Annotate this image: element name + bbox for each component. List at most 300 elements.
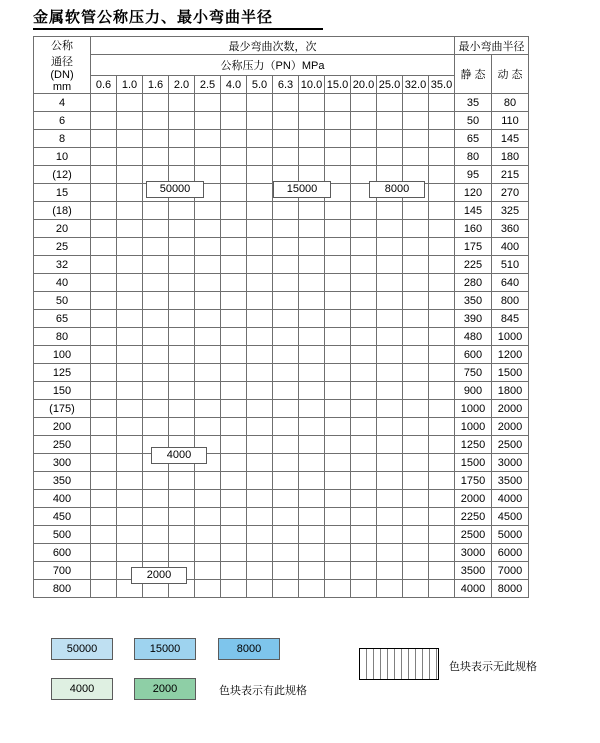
spec-cell	[299, 130, 325, 148]
spec-cell	[429, 346, 455, 364]
spec-cell	[325, 580, 351, 598]
spec-cell	[403, 310, 429, 328]
pressure-header: 公称压力（PN）MPa	[91, 55, 455, 76]
spec-cell	[195, 364, 221, 382]
radius-dynamic-cell: 4000	[492, 490, 529, 508]
spec-cell	[273, 364, 299, 382]
spec-cell	[117, 130, 143, 148]
spec-cell	[91, 382, 117, 400]
spec-cell	[325, 544, 351, 562]
spec-cell	[403, 94, 429, 112]
dn-header-line-3: (DN)	[50, 69, 74, 81]
spec-cell	[403, 328, 429, 346]
spec-cell	[377, 94, 403, 112]
spec-cell	[91, 238, 117, 256]
spec-cell	[403, 454, 429, 472]
spec-cell	[429, 400, 455, 418]
radius-dynamic-cell: 1200	[492, 346, 529, 364]
spec-cell	[403, 112, 429, 130]
table-row	[34, 130, 529, 148]
row-dn-label: 100	[34, 346, 91, 364]
spec-cell	[195, 292, 221, 310]
radius-dynamic-cell: 400	[492, 238, 529, 256]
spec-cell	[117, 508, 143, 526]
spec-cell	[117, 454, 143, 472]
spec-cell	[351, 220, 377, 238]
spec-cell	[299, 562, 325, 580]
spec-cell	[221, 382, 247, 400]
spec-cell	[299, 310, 325, 328]
spec-cell	[221, 400, 247, 418]
spec-cell	[377, 346, 403, 364]
spec-cell	[221, 310, 247, 328]
row-dn-label: 700	[34, 562, 91, 580]
table-row	[34, 310, 529, 328]
spec-cell	[247, 328, 273, 346]
radius-dynamic-cell: 360	[492, 220, 529, 238]
table-body	[34, 94, 529, 598]
radius-dynamic-cell: 270	[492, 184, 529, 202]
spec-cell	[299, 256, 325, 274]
overlay-label: 4000	[151, 447, 207, 464]
spec-cell	[91, 310, 117, 328]
spec-cell	[117, 544, 143, 562]
spec-cell	[195, 562, 221, 580]
radius-static-cell: 1250	[455, 436, 492, 454]
radius-static-cell: 160	[455, 220, 492, 238]
spec-cell	[325, 400, 351, 418]
pressure-col-header: 15.0	[325, 76, 351, 94]
spec-cell	[273, 202, 299, 220]
legend-swatch-2000: 2000	[134, 678, 196, 700]
spec-cell	[221, 454, 247, 472]
spec-cell	[351, 94, 377, 112]
spec-cell	[273, 508, 299, 526]
pressure-col-header: 32.0	[403, 76, 429, 94]
spec-cell	[351, 238, 377, 256]
spec-cell	[351, 310, 377, 328]
spec-cell	[403, 400, 429, 418]
pressure-col-header: 5.0	[247, 76, 273, 94]
spec-cell	[351, 328, 377, 346]
row-dn-label: 150	[34, 382, 91, 400]
spec-cell	[247, 490, 273, 508]
spec-cell	[403, 526, 429, 544]
spec-cell	[325, 472, 351, 490]
spec-cell	[91, 94, 117, 112]
radius-dynamic-cell: 3000	[492, 454, 529, 472]
spec-cell	[247, 544, 273, 562]
row-dn-label: 125	[34, 364, 91, 382]
spec-cell	[247, 382, 273, 400]
spec-cell	[377, 436, 403, 454]
table-row	[34, 526, 529, 544]
spec-cell	[403, 148, 429, 166]
spec-cell	[169, 418, 195, 436]
spec-cell	[325, 382, 351, 400]
spec-cell	[377, 130, 403, 148]
spec-cell	[91, 202, 117, 220]
spec-cell	[195, 346, 221, 364]
radius-static-cell: 1750	[455, 472, 492, 490]
spec-cell	[143, 256, 169, 274]
spec-cell	[273, 400, 299, 418]
spec-cell	[195, 382, 221, 400]
spec-cell	[143, 238, 169, 256]
legend-hatch-note: 色块表示无此规格	[449, 661, 537, 673]
radius-static-cell: 750	[455, 364, 492, 382]
radius-dynamic-cell: 1500	[492, 364, 529, 382]
spec-cell	[143, 346, 169, 364]
spec-cell	[429, 220, 455, 238]
row-dn-label: 50	[34, 292, 91, 310]
spec-cell	[143, 382, 169, 400]
spec-cell	[377, 454, 403, 472]
spec-cell	[221, 490, 247, 508]
row-dn-label: 600	[34, 544, 91, 562]
radius-dynamic-cell: 4500	[492, 508, 529, 526]
spec-cell	[377, 526, 403, 544]
row-dn-label: 25	[34, 238, 91, 256]
spec-cell	[325, 112, 351, 130]
spec-cell	[117, 472, 143, 490]
spec-cell	[273, 454, 299, 472]
row-dn-label: 32	[34, 256, 91, 274]
spec-cell	[325, 418, 351, 436]
spec-cell	[169, 526, 195, 544]
spec-cell	[273, 382, 299, 400]
spec-cell	[143, 328, 169, 346]
spec-cell	[377, 328, 403, 346]
spec-cell	[169, 364, 195, 382]
row-dn-label: 4	[34, 94, 91, 112]
spec-cell	[221, 580, 247, 598]
table-row	[34, 580, 529, 598]
spec-cell	[351, 202, 377, 220]
spec-cell	[351, 508, 377, 526]
overlay-label: 50000	[146, 181, 204, 198]
spec-cell	[169, 382, 195, 400]
spec-cell	[273, 130, 299, 148]
spec-cell	[325, 94, 351, 112]
radius-static-cell: 2250	[455, 508, 492, 526]
spec-cell	[221, 130, 247, 148]
spec-cell	[91, 490, 117, 508]
spec-cell	[403, 256, 429, 274]
row-dn-label: 10	[34, 148, 91, 166]
spec-cell	[221, 346, 247, 364]
spec-cell	[143, 202, 169, 220]
radius-dynamic-cell: 8000	[492, 580, 529, 598]
row-dn-label: 250	[34, 436, 91, 454]
spec-cell	[91, 256, 117, 274]
radius-static-cell: 175	[455, 238, 492, 256]
pressure-col-header: 2.5	[195, 76, 221, 94]
spec-cell	[195, 328, 221, 346]
spec-cell	[221, 274, 247, 292]
bend-radius-header: 最小弯曲半径	[455, 37, 529, 55]
spec-cell	[247, 436, 273, 454]
spec-cell	[195, 508, 221, 526]
row-dn-label: 6	[34, 112, 91, 130]
radius-static-cell: 2500	[455, 526, 492, 544]
spec-cell	[91, 112, 117, 130]
spec-cell	[299, 436, 325, 454]
spec-cell	[247, 364, 273, 382]
spec-cell	[221, 256, 247, 274]
spec-cell	[273, 544, 299, 562]
spec-cell	[429, 310, 455, 328]
dn-header-cell	[34, 37, 91, 94]
spec-cell	[351, 364, 377, 382]
spec-cell	[429, 256, 455, 274]
table-row	[34, 328, 529, 346]
radius-static-cell: 900	[455, 382, 492, 400]
radius-static-cell: 4000	[455, 580, 492, 598]
radius-dynamic-cell: 180	[492, 148, 529, 166]
spec-cell	[273, 436, 299, 454]
spec-cell	[195, 112, 221, 130]
spec-cell	[429, 436, 455, 454]
radius-static-cell: 50	[455, 112, 492, 130]
spec-cell	[143, 112, 169, 130]
spec-cell	[273, 580, 299, 598]
pressure-col-header: 4.0	[221, 76, 247, 94]
radius-dynamic-cell: 215	[492, 166, 529, 184]
radius-dynamic-cell: 2000	[492, 418, 529, 436]
pressure-col-header: 1.6	[143, 76, 169, 94]
spec-cell	[273, 292, 299, 310]
spec-cell	[325, 220, 351, 238]
dn-header-line-1: 公称	[51, 40, 73, 52]
radius-dynamic-cell: 2000	[492, 400, 529, 418]
spec-cell	[195, 310, 221, 328]
spec-cell	[117, 220, 143, 238]
radius-dynamic-cell: 5000	[492, 526, 529, 544]
spec-cell	[221, 472, 247, 490]
spec-cell	[169, 346, 195, 364]
spec-cell	[273, 220, 299, 238]
spec-cell	[195, 400, 221, 418]
spec-cell	[273, 328, 299, 346]
radius-dynamic-cell: 640	[492, 274, 529, 292]
spec-cell	[247, 418, 273, 436]
spec-cell	[247, 472, 273, 490]
spec-cell	[117, 292, 143, 310]
spec-cell	[169, 202, 195, 220]
spec-cell	[143, 310, 169, 328]
spec-cell	[143, 508, 169, 526]
spec-cell	[299, 472, 325, 490]
spec-cell	[325, 238, 351, 256]
spec-cell	[221, 418, 247, 436]
table-row	[34, 490, 529, 508]
spec-cell	[221, 328, 247, 346]
bend-times-header: 最少弯曲次数，次	[91, 37, 455, 55]
spec-cell	[299, 238, 325, 256]
spec-cell	[117, 490, 143, 508]
spec-cell	[377, 544, 403, 562]
spec-cell	[91, 346, 117, 364]
spec-cell	[273, 562, 299, 580]
spec-cell	[377, 148, 403, 166]
spec-cell	[325, 130, 351, 148]
spec-cell	[117, 526, 143, 544]
spec-cell	[325, 310, 351, 328]
pressure-col-header: 35.0	[429, 76, 455, 94]
spec-cell	[273, 526, 299, 544]
spec-cell	[143, 400, 169, 418]
pressure-col-header: 0.6	[91, 76, 117, 94]
title-underline	[33, 28, 323, 30]
spec-cell	[221, 238, 247, 256]
spec-cell	[273, 472, 299, 490]
spec-cell	[195, 490, 221, 508]
table-row	[34, 346, 529, 364]
radius-dynamic-cell: 1000	[492, 328, 529, 346]
spec-cell	[273, 274, 299, 292]
spec-cell	[273, 256, 299, 274]
spec-cell	[429, 418, 455, 436]
spec-cell	[247, 112, 273, 130]
spec-cell	[195, 148, 221, 166]
spec-cell	[299, 292, 325, 310]
spec-cell	[429, 148, 455, 166]
spec-cell	[143, 364, 169, 382]
spec-cell	[325, 526, 351, 544]
spec-cell	[429, 328, 455, 346]
spec-cell	[91, 184, 117, 202]
spec-cell	[169, 292, 195, 310]
spec-cell	[221, 148, 247, 166]
legend-hatch-swatch	[359, 648, 439, 680]
spec-cell	[143, 94, 169, 112]
spec-cell	[377, 292, 403, 310]
spec-cell	[429, 202, 455, 220]
spec-cell	[403, 130, 429, 148]
spec-cell	[403, 580, 429, 598]
spec-cell	[221, 220, 247, 238]
legend	[33, 636, 567, 716]
row-dn-label: 800	[34, 580, 91, 598]
spec-cell	[247, 220, 273, 238]
spec-cell	[195, 580, 221, 598]
row-dn-label: 15	[34, 184, 91, 202]
spec-cell	[91, 328, 117, 346]
spec-cell	[169, 544, 195, 562]
radius-static-cell: 280	[455, 274, 492, 292]
spec-cell	[221, 526, 247, 544]
radius-dynamic-cell: 6000	[492, 544, 529, 562]
spec-cell	[169, 472, 195, 490]
spec-cell	[429, 454, 455, 472]
radius-static-cell: 35	[455, 94, 492, 112]
spec-cell	[195, 274, 221, 292]
spec-cell	[429, 472, 455, 490]
spec-cell	[247, 292, 273, 310]
spec-cell	[403, 202, 429, 220]
spec-cell	[221, 202, 247, 220]
spec-cell	[195, 256, 221, 274]
spec-cell	[429, 580, 455, 598]
spec-cell	[273, 490, 299, 508]
spec-cell	[91, 166, 117, 184]
spec-cell	[247, 508, 273, 526]
spec-cell	[143, 274, 169, 292]
spec-cell	[377, 400, 403, 418]
table-row	[34, 220, 529, 238]
spec-cell	[273, 148, 299, 166]
spec-cell	[325, 346, 351, 364]
spec-cell	[377, 112, 403, 130]
row-dn-label: 500	[34, 526, 91, 544]
spec-cell	[377, 580, 403, 598]
spec-cell	[169, 490, 195, 508]
spec-cell	[273, 310, 299, 328]
spec-cell	[299, 364, 325, 382]
spec-cell	[221, 112, 247, 130]
spec-table	[33, 36, 529, 598]
radius-static-cell: 120	[455, 184, 492, 202]
spec-cell	[169, 274, 195, 292]
spec-cell	[117, 166, 143, 184]
spec-cell	[195, 238, 221, 256]
radius-dynamic-cell: 510	[492, 256, 529, 274]
spec-cell	[91, 580, 117, 598]
row-dn-label: 350	[34, 472, 91, 490]
spec-cell	[299, 94, 325, 112]
table-head-row-1	[34, 37, 529, 55]
spec-cell	[195, 472, 221, 490]
spec-cell	[377, 562, 403, 580]
radius-static-cell: 1000	[455, 400, 492, 418]
table-head-row-2	[34, 55, 529, 76]
spec-cell	[247, 562, 273, 580]
spec-cell	[351, 454, 377, 472]
spec-cell	[377, 238, 403, 256]
spec-cell	[325, 328, 351, 346]
row-dn-label: 8	[34, 130, 91, 148]
radius-static-cell: 480	[455, 328, 492, 346]
radius-dynamic-cell: 845	[492, 310, 529, 328]
table-row	[34, 238, 529, 256]
spec-cell	[195, 526, 221, 544]
spec-cell	[299, 202, 325, 220]
spec-cell	[273, 418, 299, 436]
table-row	[34, 562, 529, 580]
spec-cell	[247, 94, 273, 112]
spec-cell	[377, 490, 403, 508]
spec-cell	[299, 400, 325, 418]
radius-static-cell: 65	[455, 130, 492, 148]
row-dn-label: 40	[34, 274, 91, 292]
spec-cell	[299, 526, 325, 544]
spec-cell	[247, 454, 273, 472]
spec-cell	[325, 562, 351, 580]
table-head-row-3	[34, 76, 529, 94]
legend-color-note: 色块表示有此规格	[219, 685, 307, 697]
spec-cell	[273, 94, 299, 112]
page-title: 金属软管公称压力、最小弯曲半径	[33, 8, 274, 26]
spec-cell	[195, 544, 221, 562]
spec-cell	[247, 166, 273, 184]
spec-cell	[429, 526, 455, 544]
spec-cell	[299, 148, 325, 166]
spec-cell	[117, 238, 143, 256]
spec-cell	[351, 580, 377, 598]
spec-cell	[299, 112, 325, 130]
spec-cell	[351, 346, 377, 364]
